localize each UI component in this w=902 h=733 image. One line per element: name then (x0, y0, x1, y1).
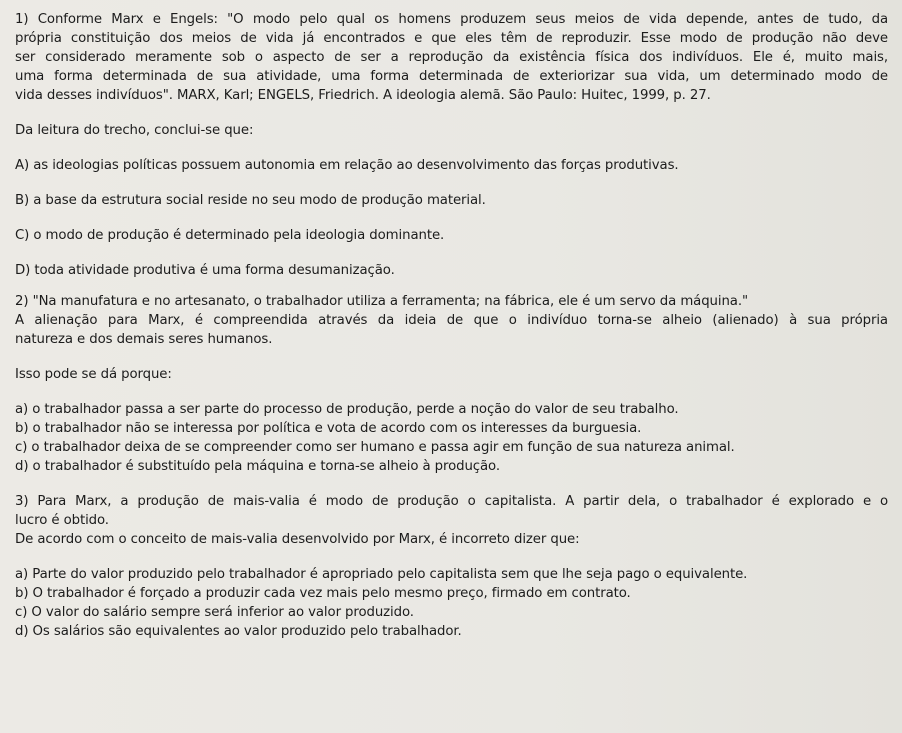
question-1-line-4: uma forma determinada de sua atividade, uma forma determinada de exteriorizar sua vida, um determinado modo de (15, 69, 888, 84)
question-1-line-3: ser considerado meramente sob o aspecto de ser a reprodução da existência física dos indivíduos. Ele é, muito mais, (15, 50, 888, 65)
question-3-option-a: a) Parte do valor produzido pelo trabalhador é apropriado pelo capitalista sem que lhe seja pago o equivalente. (15, 567, 748, 582)
question-2-line-1: 2) "Na manufatura e no artesanato, o trabalhador utiliza a ferramenta; na fábrica, ele é um servo da máquina." (15, 294, 748, 309)
question-2-option-b: b) o trabalhador não se interessa por política e vota de acordo com os interesses da burguesia. (15, 421, 642, 436)
question-1-option-a: A) as ideologias políticas possuem autonomia em relação ao desenvolvimento das forças produtivas. (15, 158, 679, 173)
question-3-prompt: De acordo com o conceito de mais-valia desenvolvido por Marx, é incorreto dizer que: (15, 532, 580, 547)
question-1-line-5: vida desses indivíduos". MARX, Karl; ENGELS, Friedrich. A ideologia alemã. São Paulo: Huitec, 1999, p. 27. (15, 88, 711, 103)
question-3-option-b: b) O trabalhador é forçado a produzir cada vez mais pelo mesmo preço, firmado em contrato. (15, 586, 631, 601)
question-3-line-1: 3) Para Marx, a produção de mais-valia é modo de produção o capitalista. A partir dela, o trabalhador é explorado e o (15, 494, 888, 509)
question-2-line-3: natureza e dos demais seres humanos. (15, 332, 273, 347)
question-2-option-a: a) o trabalhador passa a ser parte do processo de produção, perde a noção do valor de seu trabalho. (15, 402, 679, 417)
question-1-option-b: B) a base da estrutura social reside no seu modo de produção material. (15, 193, 486, 208)
question-2-option-d: d) o trabalhador é substituído pela máquina e torna-se alheio à produção. (15, 459, 500, 474)
question-2-prompt: Isso pode se dá porque: (15, 367, 172, 382)
question-3-line-2: lucro é obtido. (15, 513, 109, 528)
question-3 (15, 492, 888, 641)
question-2 (15, 292, 888, 476)
question-1-option-d: D) toda atividade produtiva é uma forma desumanização. (15, 263, 395, 278)
question-1-prompt: Da leitura do trecho, conclui-se que: (15, 123, 254, 138)
question-1-line-1: 1) Conforme Marx e Engels: "O modo pelo qual os homens produzem seus meios de vida depende, antes de tudo, da (15, 12, 888, 27)
question-1 (15, 10, 888, 280)
question-2-option-c: c) o trabalhador deixa de se compreender como ser humano e passa agir em função de sua natureza animal. (15, 440, 735, 455)
question-1-line-2: própria constituição dos meios de vida já encontrados e que eles têm de reproduzir. Esse modo de produção não deve (15, 31, 888, 46)
question-3-option-d: d) Os salários são equivalentes ao valor produzido pelo trabalhador. (15, 624, 462, 639)
question-1-option-c: C) o modo de produção é determinado pela ideologia dominante. (15, 228, 445, 243)
question-3-option-c: c) O valor do salário sempre será inferior ao valor produzido. (15, 605, 414, 620)
question-2-line-2: A alienação para Marx, é compreendida através da ideia de que o indivíduo torna-se alheio (alienado) à sua própria (15, 313, 888, 328)
